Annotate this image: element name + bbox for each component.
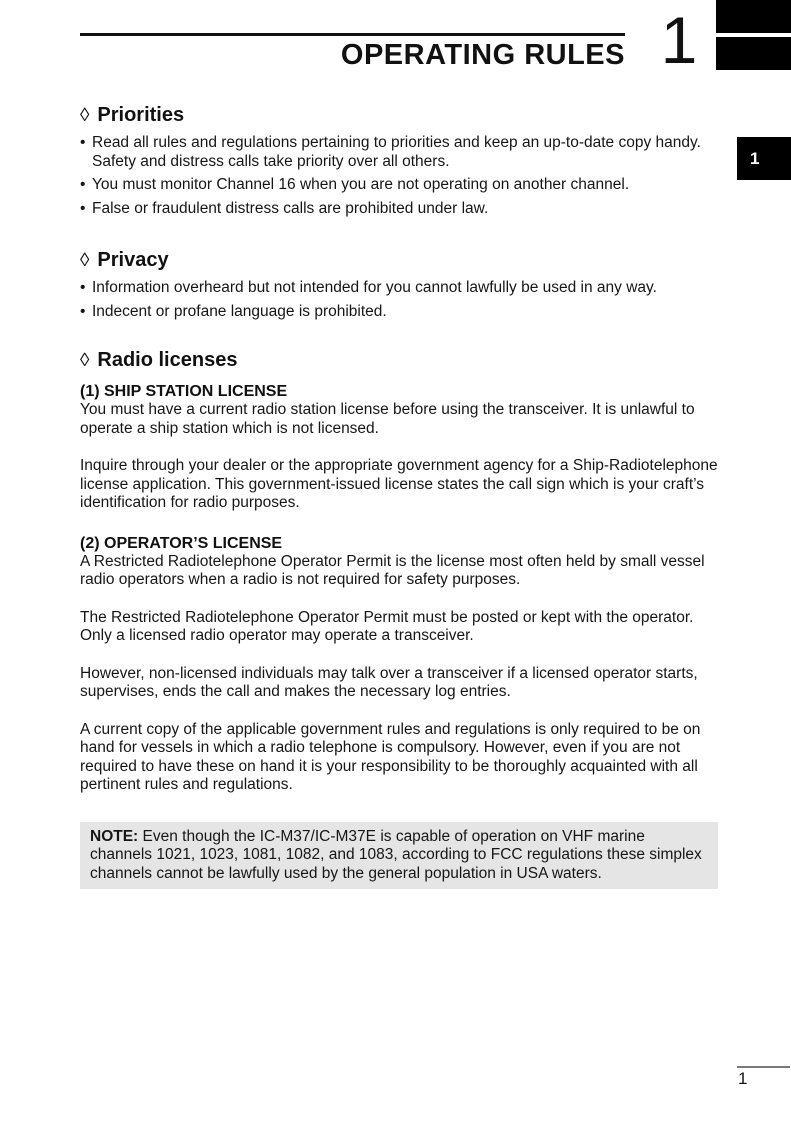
chapter-number: 1 [660, 3, 698, 77]
list-item-text: False or fraudulent distress calls are prohibited under law. [92, 199, 489, 217]
section-heading [80, 248, 718, 273]
list-item [80, 279, 718, 298]
list-item [80, 134, 718, 171]
paragraph: However, non-licensed individuals may talk over a transceiver if a licensed operator starts, supervises, ends the call and makes the necessary log entries. [80, 664, 698, 700]
chapter-index-block-top [716, 0, 791, 33]
footer-page-number: 1 [738, 1069, 748, 1088]
bullet-icon: • [80, 134, 86, 151]
side-tab-number: 1 [750, 149, 760, 168]
note-label: NOTE: [90, 827, 139, 845]
section-heading-text: Privacy [97, 249, 169, 271]
page-content [80, 95, 718, 889]
section-radio-licenses [80, 348, 718, 795]
diamond-icon: ◊ [80, 350, 90, 371]
chapter-side-tab [737, 137, 791, 180]
note-box [80, 822, 718, 890]
paragraph: Inquire through your dealer or the appropriate government agency for a Ship-Radiotelephone license application. This government-issued license states the call sign which is your craft’s identification for radio purposes. [80, 457, 718, 511]
section-heading-text: Radio licenses [97, 349, 238, 371]
bullet-icon: • [80, 176, 86, 193]
list-item-text: Indecent or profane language is prohibited. [92, 302, 387, 320]
subsection-heading: (2) OPERATOR’S LICENSE [80, 534, 283, 552]
paragraph: The Restricted Radiotelephone Operator Permit must be posted or kept with the operator. Only a licensed radio operator may operate a transceiver. [80, 608, 694, 644]
list-item [80, 200, 718, 219]
diamond-icon: ◊ [80, 250, 90, 271]
paragraph: A Restricted Radiotelephone Operator Permit is the license most often held by small vessel radio operators when a radio is not required for safety purposes. [80, 552, 705, 588]
paragraph: A current copy of the applicable government rules and regulations is only required to be on hand for vessels in which a radio telephone is compulsory. However, even if you are not required to have these on hand it is your responsibility to be thoroughly acquainted with all pertinent rules and regulations. [80, 720, 701, 793]
bullet-icon: • [80, 302, 86, 320]
list-item [80, 303, 718, 322]
section-heading [80, 348, 718, 373]
subsection-heading: (1) SHIP STATION LICENSE [80, 383, 288, 400]
list-item [80, 176, 718, 195]
section-heading-text: Priorities [97, 104, 185, 126]
bullet-icon: • [80, 279, 86, 296]
page-title: OPERATING RULES [340, 39, 625, 71]
diamond-icon: ◊ [80, 105, 90, 126]
section-heading [80, 103, 718, 128]
list-item-text: Information overheard but not intended for you cannot lawfully be used in any way. [92, 279, 657, 296]
footer-rule [737, 1066, 790, 1068]
paragraph: You must have a current radio station license before using the transceiver. It is unlawful to operate a ship station which is not licensed. [80, 401, 695, 437]
header-rule [80, 33, 625, 36]
note-text: Even though the IC-M37/IC-M37E is capable of operation on VHF marine channels 1021, 1023, 1081, 1082, and 1083, according to FCC regulations these simplex channels cannot be lawfully used by the general population in USA waters. [90, 827, 702, 882]
subsection-ship-station-license [80, 383, 718, 513]
section-priorities [80, 103, 718, 218]
subsection-operators-license [80, 535, 718, 795]
list-item-text: Read all rules and regulations pertaining to priorities and keep an up-to-date copy handy. Safety and distress calls take priority over all others. [92, 134, 701, 170]
chapter-index-block-bottom [716, 37, 791, 70]
bullet-icon: • [80, 199, 86, 217]
section-privacy [80, 248, 718, 321]
list-item-text: You must monitor Channel 16 when you are not operating on another channel. [92, 176, 630, 193]
